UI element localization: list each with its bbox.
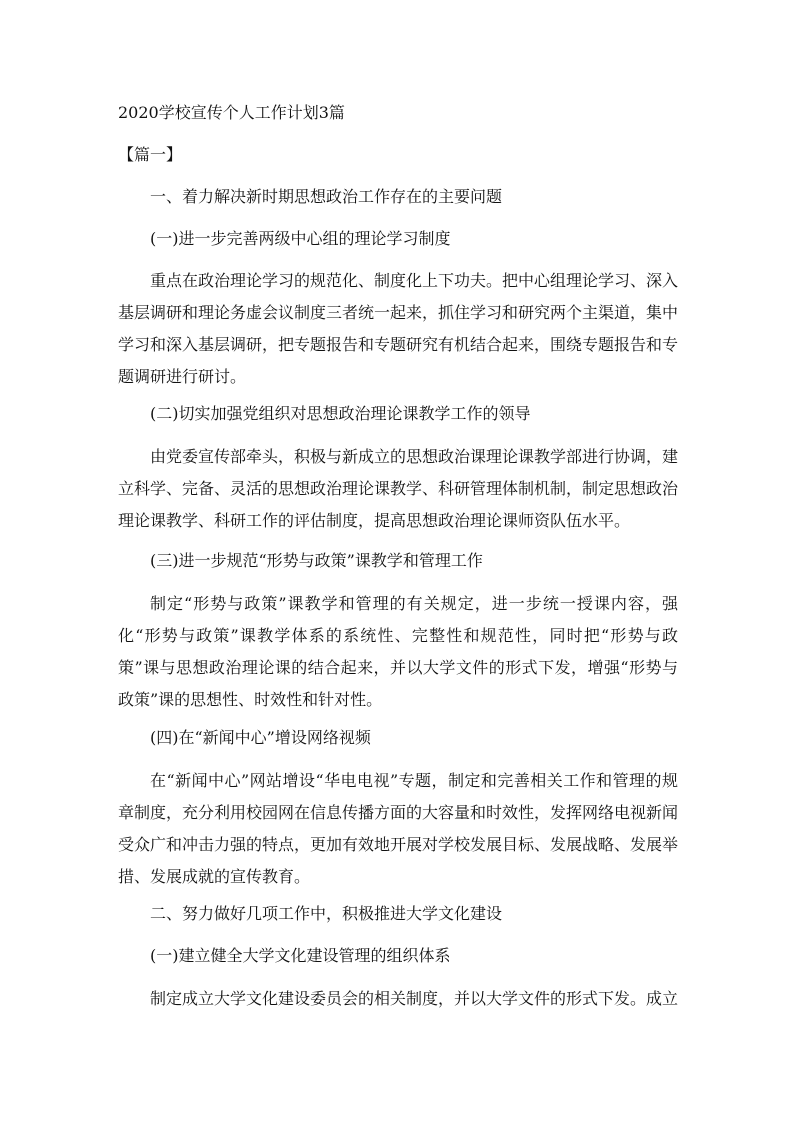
paragraph-4: 在“新闻中心”网站增设“华电电视”专题，制定和完善相关工作和管理的规章制度，充分利用校园网在信息传播方面的大容量和时效性，发挥网络电视新闻受众广和冲击力强的特点，更加有效地开展对学校发展目标、发展战略、发展举措、发展成就的宣传教育。: [118, 771, 679, 886]
document-title: 2020学校宣传个人工作计划3篇: [118, 103, 345, 122]
subsection-heading-1-2: (二)切实加强党组织对思想政治理论课教学工作的领导: [150, 404, 531, 423]
subsection-heading-1-3: (三)进一步规范“形势与政策”课教学和管理工作: [150, 551, 483, 570]
paragraph-2: 由党委宣传部牵头，积极与新成立的思想政治课理论课教学部进行协调，建立科学、完备、灵活的思想政治理论课教学、科研管理体制机制，制定思想政治理论课教学、科研工作的评估制度，提高思想政治理论课师资队伍水平。: [118, 447, 679, 530]
section-heading-2: 二、努力做好几项工作中，积极推进大学文化建设: [150, 904, 503, 923]
part-label: 【篇一】: [118, 145, 183, 164]
paragraph-3: 制定“形势与政策”课教学和管理的有关规定，进一步统一授课内容，强化“形势与政策”课教学体系的系统性、完整性和规范性，同时把“形势与政策”课与思想政治理论课的结合起来，并以大学文件的形式下发，增强“形势与政策”课的思想性、时效性和针对性。: [118, 594, 678, 709]
subsection-heading-2-1: (一)建立健全大学文化建设管理的组织体系: [150, 946, 451, 965]
paragraph-1: 重点在政治理论学习的规范化、制度化上下功夫。把中心组理论学习、深入基层调研和理论务虚会议制度三者统一起来，抓住学习和研究两个主渠道，集中学习和深入基层调研，把专题报告和专题研究有机结合起来，围绕专题报告和专题调研进行研讨。: [118, 271, 679, 386]
section-heading-1: 一、着力解决新时期思想政治工作存在的主要问题: [150, 187, 503, 206]
subsection-heading-1-1: (一)进一步完善两级中心组的理论学习制度: [150, 229, 451, 248]
paragraph-5: 制定成立大学文化建设委员会的相关制度，并以大学文件的形式下发。成立: [150, 989, 679, 1008]
subsection-heading-1-4: (四)在“新闻中心”增设网络视频: [150, 728, 371, 747]
